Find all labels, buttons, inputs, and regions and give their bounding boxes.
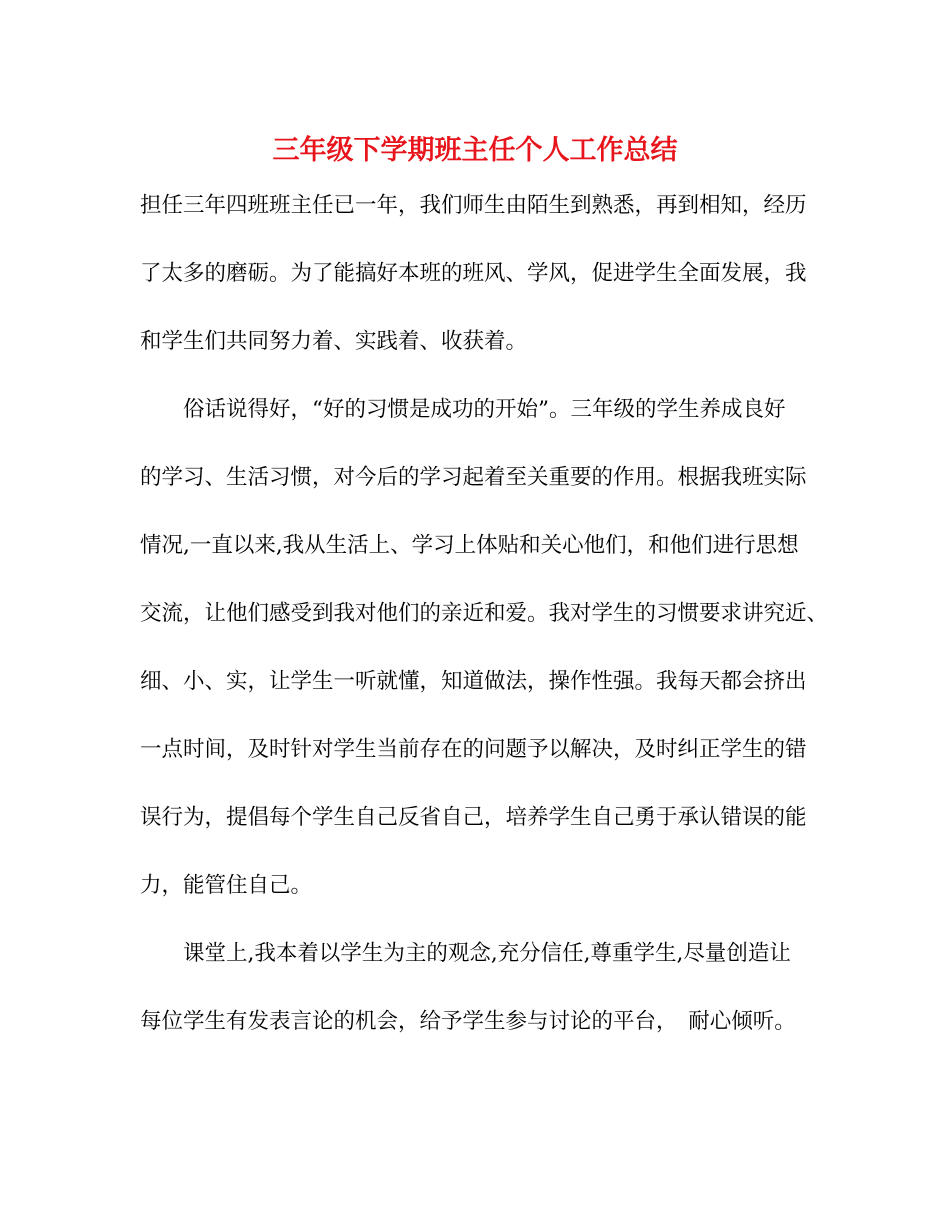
- text-line-2: 了太多的磨砺。为了能搞好本班的班风、学风，促进学生全面发展，我: [140, 261, 807, 286]
- page-title: 三年级下学期班主任个人工作总结: [272, 135, 678, 166]
- text-line-5: 的学习、生活习惯，对今后的学习起着至关重要的作用。根据我班实际: [140, 465, 807, 490]
- text-line-1: 担任三年四班班主任已一年，我们师生由陌生到熟悉，再到相知，经历: [140, 193, 807, 218]
- text-line-3: 和学生们共同努力着、实践着、收获着。: [140, 329, 528, 354]
- text-line-6: 情况,一直以来,我从生活上、学习上体贴和关心他们，和他们进行思想: [140, 533, 799, 558]
- text-line-9: 一点时间，及时针对学生当前存在的问题予以解决，及时纠正学生的错: [140, 737, 807, 762]
- document-body: [140, 186, 830, 1070]
- text-line-11: 力，能管住自己。: [140, 873, 313, 898]
- text-line-8: 细、小、实，让学生一听就懂，知道做法，操作性强。我每天都会挤出: [140, 669, 807, 694]
- text-line-13: 每位学生有发表言论的机会，给予学生参与讨论的平台， 耐心倾听。: [140, 1009, 796, 1034]
- text-line-10: 误行为，提倡每个学生自己反省自己，培养学生自己勇于承认错误的能: [140, 805, 807, 830]
- text-line-12: 课堂上,我本着以学生为主的观念,充分信任,尊重学生,尽量创造让: [140, 941, 791, 966]
- text-line-7: 交流，让他们感受到我对他们的亲近和爱。我对学生的习惯要求讲究近、: [140, 601, 829, 626]
- text-line-4: 俗话说得好，“好的习惯是成功的开始”。三年级的学生养成良好: [140, 397, 786, 422]
